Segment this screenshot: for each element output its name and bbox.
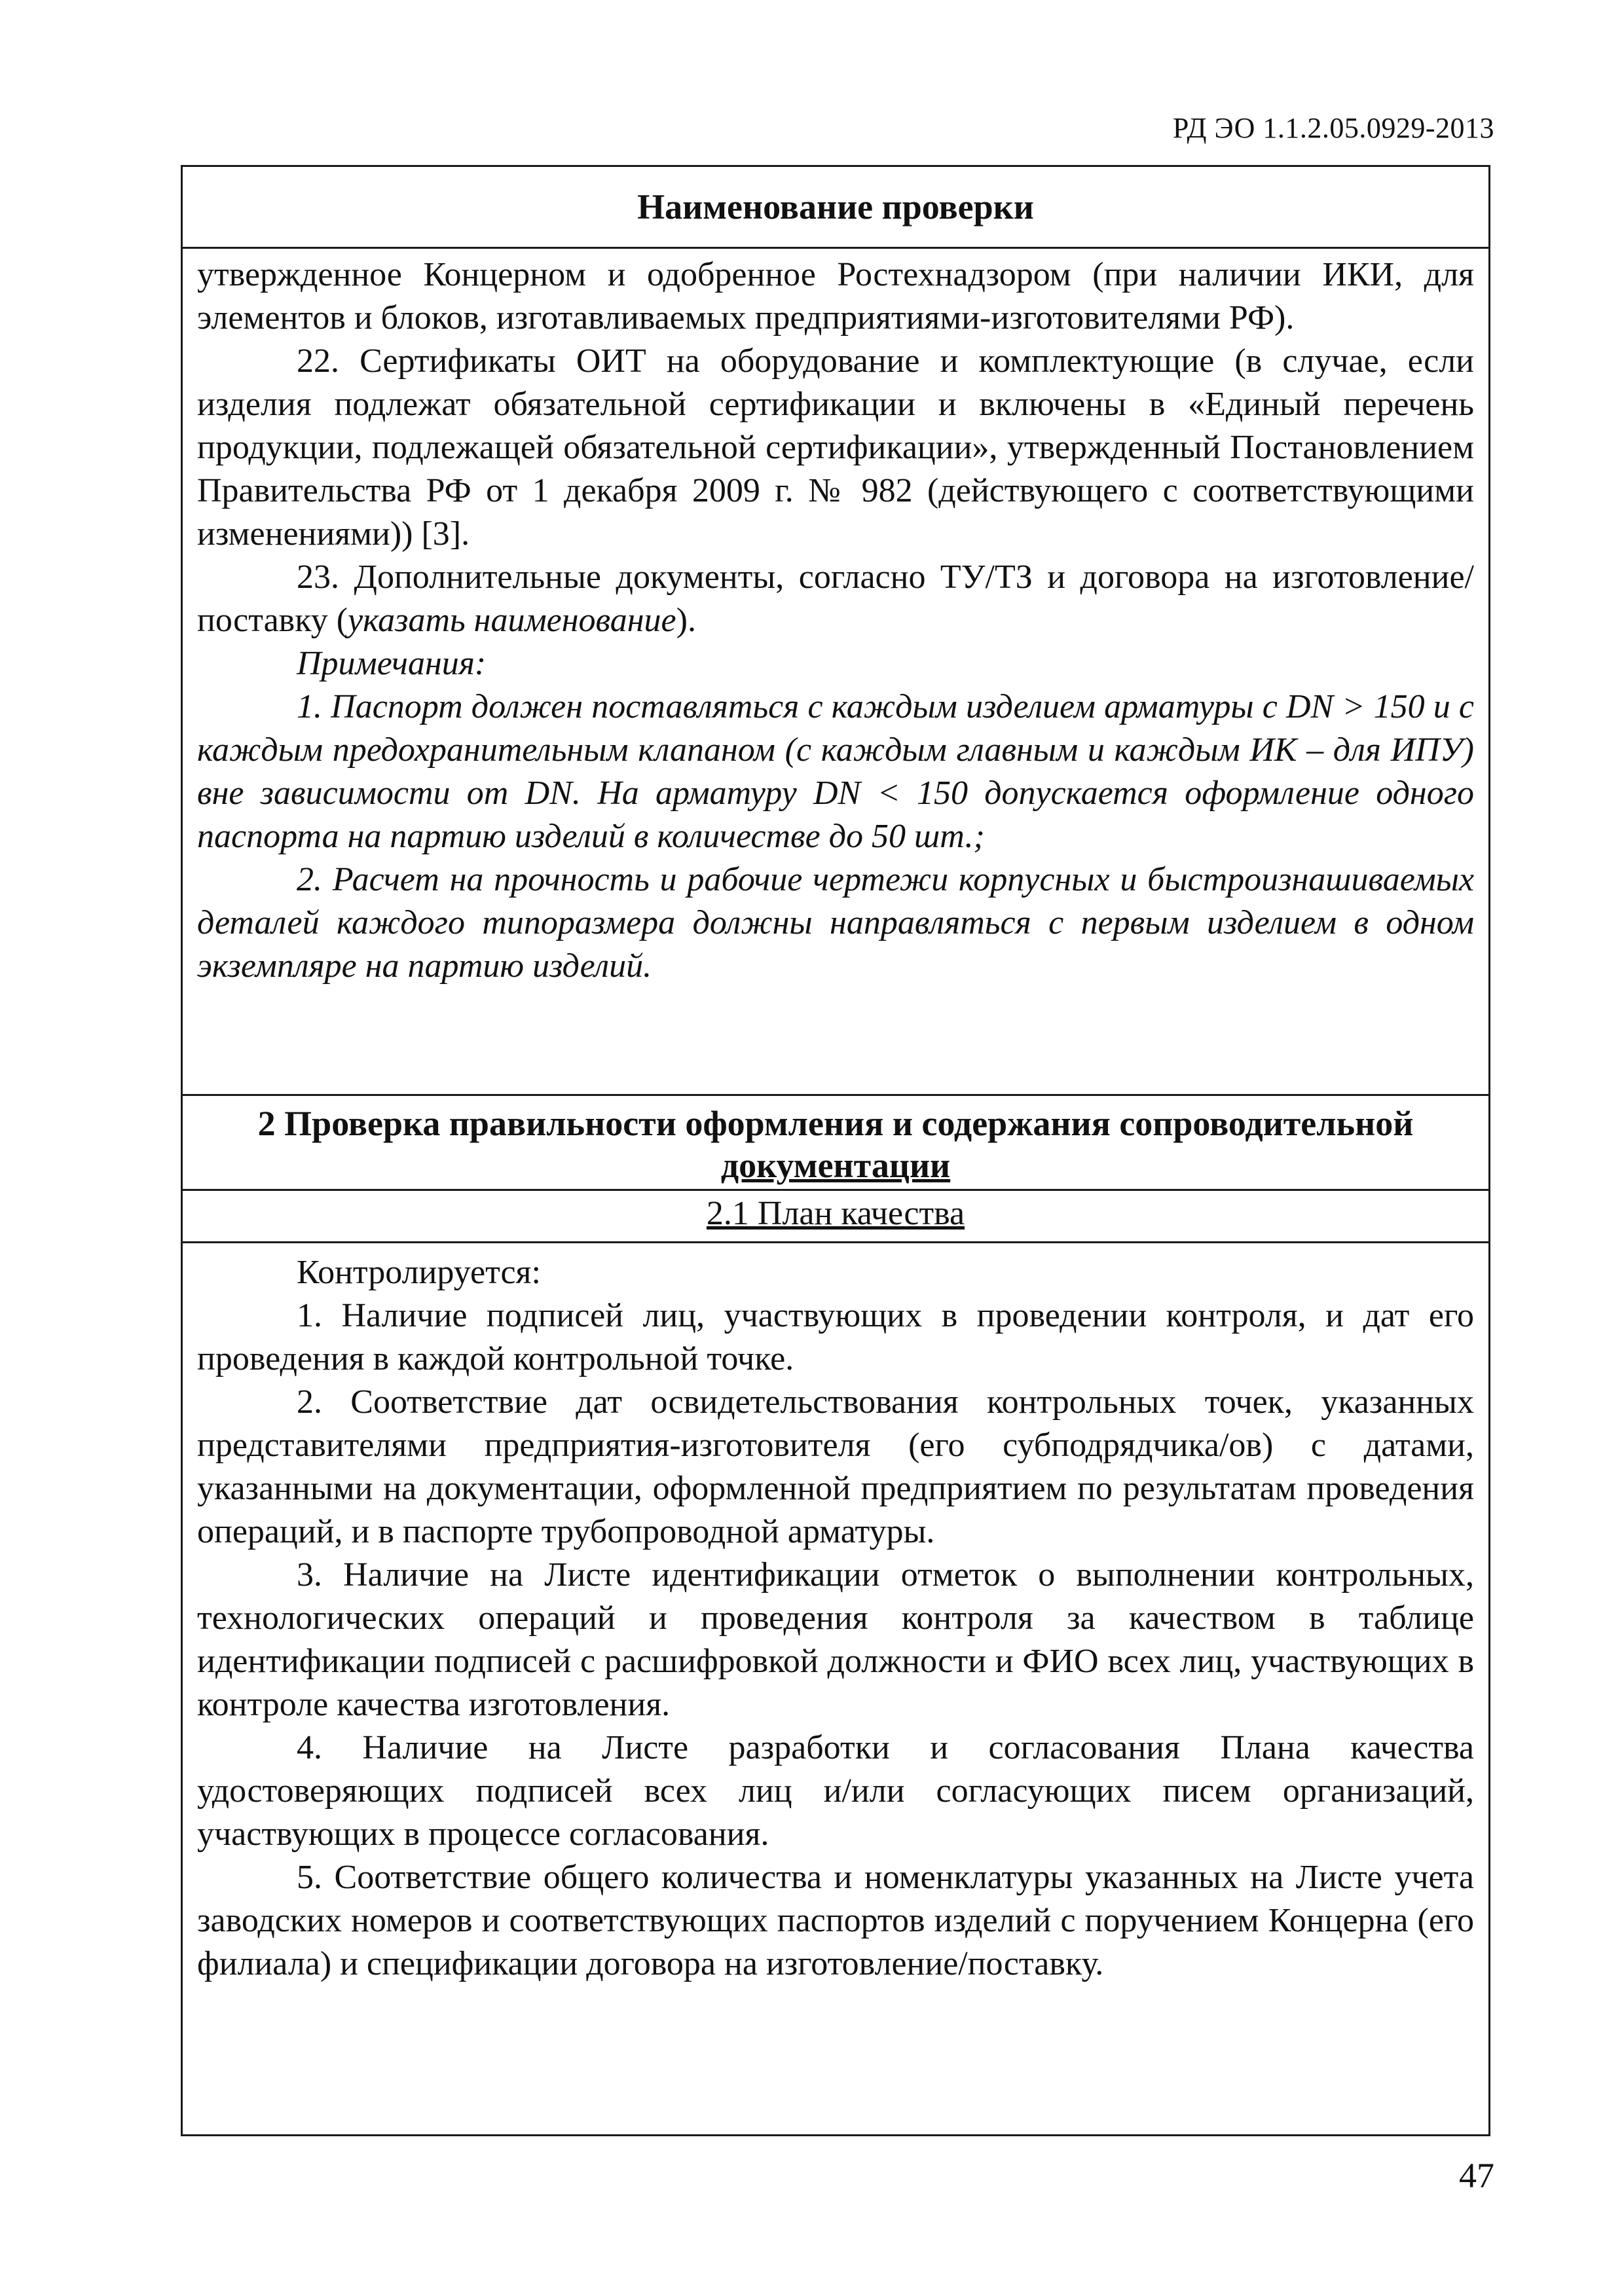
note-1: 1. Паспорт должен поставляться с каждым изделием арматуры с DN > 150 и с каждым предохранительным клапаном (с каждым главным и каждым ИК – для ИПУ) вне зависимости от DN. На арматуру DN < 150 допускается оформление одного паспорта на партию изделий в количестве до 50 шт.; <box>197 688 1474 855</box>
note-2: 2. Расчет на прочность и рабочие чертежи корпусных и быстроизнашиваемых деталей каждого типоразмера должны направляться с первым изделием в одном экземпляре на партию изделий. <box>197 861 1474 985</box>
controlled-item-2: 2. Соответствие дат освидетельствования контрольных точек, указанных представителями предприятия-изготовителя (его субподрядчика/ов) с датами, указанными на документации, оформленной предприятием по результатам проведения операций, и в паспорте трубопроводной арматуры. <box>197 1383 1474 1550</box>
document-code: РД ЭО 1.1.2.05.0929-2013 <box>1172 112 1494 144</box>
controlled-item-1: 1. Наличие подписей лиц, участвующих в проведении контроля, и дат его проведения в каждой контрольной точке. <box>197 1297 1474 1377</box>
continued-block <box>197 253 1474 988</box>
section-2-title-line2: документации <box>720 1146 951 1185</box>
subsection-title <box>183 1191 1488 1243</box>
continued-paragraph-1: утвержденное Концерном и одобренное Ростехнадзором (при наличии ИКИ, для элементов и блоков, изготавливаемых предприятиями-изготовителями РФ). <box>197 256 1474 337</box>
section-2-title-line1: 2 Проверка правильности оформления и содержания сопроводительной <box>257 1104 1414 1143</box>
table-header <box>183 167 1488 249</box>
column-title: Наименование проверки <box>637 187 1034 227</box>
controlled-block <box>197 1251 1474 1986</box>
controlled-item-5: 5. Соответствие общего количества и номенклатуры указанных на Листе учета заводских номеров и соответствующих паспортов изделий с поручением Концерна (его филиала) и спецификации договора на изготовление/поставку. <box>197 1859 1474 1982</box>
controlled-item-3: 3. Наличие на Листе идентификации отметок о выполнении контрольных, технологических операций и проведения контроля за качеством в таблице идентификации подписей с расшифровкой должности и ФИО всех лиц, участвующих в контроле качества изготовления. <box>197 1556 1474 1723</box>
check-table <box>181 165 1490 2136</box>
subsection-label: 2.1 План качества <box>706 1195 965 1232</box>
item-22: 22. Сертификаты ОИТ на оборудование и комплектующие (в случае, если изделия подлежат обязательной сертификации и включены в «Единый перечень продукции, подлежащей обязательной сертификации», утвержденный Постановлением Правительства РФ от 1 декабря 2009 г. № 982 (действующего с соответствующими изменениями)) [3]. <box>197 342 1474 553</box>
notes-title: Примечания: <box>297 645 487 682</box>
section-2-title <box>183 1094 1488 1191</box>
item-23: 23. Дополнительные документы, согласно ТУ/ТЗ и договора на изготовление/поставку (указать наименование). <box>197 558 1474 639</box>
controlled-title: Контролируется: <box>297 1254 541 1291</box>
controlled-item-4: 4. Наличие на Листе разработки и согласования Плана качества удостоверяющих подписей всех лиц и/или согласующих писем организаций, участвующих в процессе согласования. <box>197 1729 1474 1853</box>
page-number: 47 <box>1459 2156 1494 2195</box>
